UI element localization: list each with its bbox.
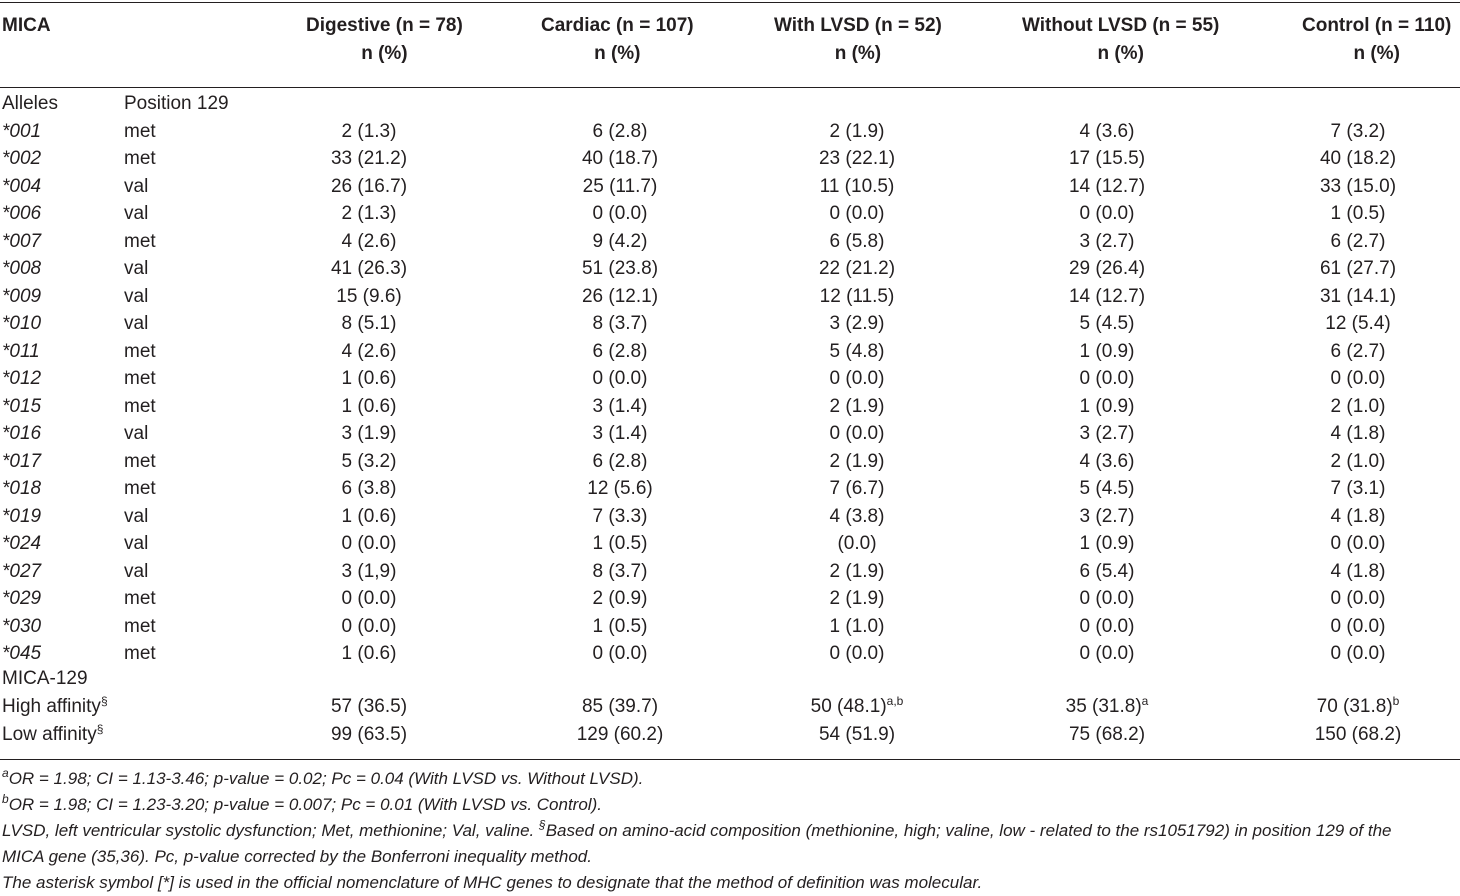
header-cardiac-label: Cardiac (n = 107): [541, 15, 694, 36]
table-row: [0, 118, 1460, 145]
table-cell: 3 (1,9): [341, 560, 397, 582]
table-cell: 26 (12.1): [581, 285, 659, 307]
table-cell: 6 (2.7): [1330, 340, 1386, 362]
table-row: [0, 640, 1460, 667]
table-cell: 17 (15.5): [1068, 148, 1146, 169]
high-affinity-label: [2, 693, 108, 720]
table-cell: 5 (3.2): [341, 450, 397, 472]
table-cell: 0 (0.0): [829, 368, 885, 389]
table-cell: 0 (0.0): [341, 533, 397, 554]
table-cell: 1 (0.9): [1079, 395, 1135, 417]
table-row: [0, 228, 1460, 255]
table-cell: 4 (1.8): [1330, 505, 1386, 527]
table-cell: 0 (0.0): [1079, 203, 1135, 224]
table-cell: 1 (0.5): [592, 615, 648, 637]
table-cell: 0 (0.0): [1330, 615, 1386, 637]
table-cell: 4 (3.6): [1079, 120, 1135, 142]
allele-position: val: [124, 203, 149, 224]
allele-position: val: [124, 313, 149, 334]
table-cell: 2 (1.9): [829, 395, 885, 417]
allele-position: met: [124, 120, 156, 142]
allele-position: met: [124, 148, 156, 169]
table-cell: 5 (4.5): [1079, 478, 1135, 499]
footnote-b-text: OR = 1.98; CI = 1.23-3.20; p-value = 0.007; Pc = 0.01 (With LVSD vs. Control).: [8, 795, 602, 814]
footnote-abbreviations: [2, 818, 1458, 844]
header-with-lvsd: [774, 12, 942, 68]
table-cell: [757, 693, 957, 720]
table-cell: 0 (0.0): [341, 615, 397, 637]
table-cell: 7 (3.2): [1330, 120, 1386, 142]
table-cell: 75 (68.2): [1068, 724, 1146, 745]
table-cell: 0 (0.0): [592, 368, 648, 389]
table-cell: [269, 693, 469, 720]
table-row: [0, 558, 1460, 585]
table-row: [0, 200, 1460, 227]
bottom-rule: [0, 759, 1460, 760]
table-row: [0, 448, 1460, 475]
header-cardiac: [541, 12, 694, 68]
allele-position: val: [124, 505, 149, 527]
table-cell: 1 (1.0): [829, 615, 885, 637]
alleles-section-row: [0, 90, 1460, 117]
table-cell: 2 (1.9): [829, 588, 885, 609]
table-cell: 0 (0.0): [592, 203, 648, 224]
table-cell: 22 (21.2): [818, 258, 896, 279]
table-row: [0, 420, 1460, 447]
table-cell: 9 (4.2): [592, 230, 648, 252]
footnote-asterisk-text: The asterisk symbol [*] is used in the official nomenclature of MHC genes to designate that the method of definition was molecular.: [2, 873, 983, 892]
table-cell: 11 (10.5): [819, 175, 895, 197]
table-cell: 2 (1.9): [829, 120, 885, 142]
table-cell: 4 (2.6): [341, 230, 397, 252]
allele-position: val: [124, 258, 149, 279]
table-cell: 8 (3.7): [592, 313, 648, 334]
table-row: [0, 393, 1460, 420]
cell-value: 50 (48.1): [810, 696, 887, 717]
allele-name: *045: [2, 643, 42, 664]
table-row: [0, 365, 1460, 392]
table-cell: 2 (0.9): [592, 588, 648, 609]
table-cell: 4 (1.8): [1330, 560, 1386, 582]
table-row: [0, 503, 1460, 530]
table-row: [0, 530, 1460, 557]
table-row: [0, 585, 1460, 612]
low-affinity-label: [2, 721, 103, 748]
table-cell: 14 (12.7): [1068, 175, 1146, 197]
allele-position: val: [124, 175, 149, 197]
table-cell: 14 (12.7): [1068, 285, 1146, 307]
footnote-abbrev-text: LVSD, left ventricular systolic dysfunction; Met, methionine; Val, valine.: [2, 821, 540, 840]
allele-position: met: [124, 230, 156, 252]
allele-position: met: [124, 450, 156, 472]
header-with-lvsd-label: With LVSD (n = 52): [774, 15, 942, 36]
cell-value: 70 (31.8): [1316, 696, 1393, 717]
table-cell: 1 (0.6): [341, 505, 397, 527]
table-cell: 2 (1.0): [1330, 450, 1386, 472]
header-control-sub: n (%): [1353, 43, 1400, 64]
table-cell: 1 (0.6): [341, 368, 397, 389]
table-cell: 8 (3.7): [592, 560, 648, 582]
allele-name: *010: [2, 313, 42, 334]
low-affinity-text: Low affinity: [2, 724, 97, 745]
high-affinity-mark: §: [100, 694, 108, 708]
table-cell: 3 (2.9): [829, 313, 885, 334]
allele-name: *027: [2, 560, 42, 582]
table-cell: 0 (0.0): [1079, 643, 1135, 664]
table-cell: 4 (3.8): [829, 505, 885, 527]
allele-position: met: [124, 368, 156, 389]
table-cell: 0 (0.0): [1330, 533, 1386, 554]
footnote-sect-mark: §: [539, 818, 546, 832]
header-without-lvsd: [1022, 12, 1219, 68]
table-cell: 33 (15.0): [1319, 175, 1397, 197]
table-cell: 4 (2.6): [341, 340, 397, 362]
table-cell: 23 (22.1): [818, 148, 896, 169]
table-cell: 0 (0.0): [1079, 615, 1135, 637]
footnote-asterisk: [2, 870, 1458, 896]
alleles-label: Alleles: [2, 93, 58, 114]
table-cell: 7 (3.1): [1330, 478, 1386, 499]
table-cell: 12 (5.6): [587, 478, 653, 499]
table-cell: 2 (1.3): [341, 120, 397, 142]
table-row: [0, 338, 1460, 365]
allele-name: *012: [2, 368, 42, 389]
table-cell: 2 (1.3): [341, 203, 397, 224]
header-control-label: Control (n = 110): [1302, 15, 1452, 36]
allele-position: met: [124, 340, 156, 362]
table-cell: 0 (0.0): [1330, 368, 1386, 389]
header-digestive: [306, 12, 463, 68]
table-cell: 7 (6.7): [829, 478, 885, 499]
allele-name: *008: [2, 258, 42, 279]
position-label: Position 129: [124, 93, 229, 114]
allele-position: val: [124, 423, 149, 444]
allele-name: *007: [2, 230, 42, 252]
header-without-lvsd-sub: n (%): [1097, 43, 1144, 64]
allele-name: *016: [2, 423, 42, 444]
allele-name: *009: [2, 285, 42, 307]
header-control: [1302, 12, 1451, 68]
footnote-b: [2, 792, 1458, 818]
table-cell: 40 (18.2): [1319, 148, 1397, 169]
cell-sup: a,b: [886, 694, 904, 708]
table-cell: 5 (4.5): [1079, 313, 1135, 334]
allele-position: val: [124, 285, 149, 307]
low-affinity-row: [0, 721, 1460, 748]
table-cell: 3 (2.7): [1079, 423, 1135, 444]
table-cell: 6 (2.7): [1330, 230, 1386, 252]
allele-position: val: [124, 533, 149, 554]
cell-value: 35 (31.8): [1065, 696, 1142, 717]
table-cell: 15 (9.6): [336, 285, 402, 307]
allele-name: *004: [2, 175, 42, 197]
table-cell: 0 (0.0): [829, 423, 885, 444]
footnote-abbreviations-cont: [2, 844, 1458, 870]
footnotes: [2, 766, 1458, 896]
table-cell: 3 (1.4): [592, 423, 648, 444]
table-cell: 12 (11.5): [819, 285, 895, 307]
table-cell: 29 (26.4): [1068, 258, 1146, 279]
table-row: [0, 173, 1460, 200]
table-cell: 31 (14.1): [1319, 285, 1397, 307]
table-row: [0, 255, 1460, 282]
allele-name: *015: [2, 395, 42, 417]
table-cell: 3 (1.4): [592, 395, 648, 417]
header-digestive-label: Digestive (n = 78): [306, 15, 463, 36]
table-cell: 6 (5.8): [829, 230, 885, 252]
mica129-row: [0, 665, 1460, 692]
table-cell: 33 (21.2): [330, 148, 408, 169]
allele-name: *002: [2, 148, 42, 169]
allele-name: *018: [2, 478, 42, 499]
allele-position: met: [124, 478, 156, 499]
table-cell: 6 (2.8): [592, 450, 648, 472]
footnote-a-text: OR = 1.98; CI = 1.13-3.46; p-value = 0.02; Pc = 0.04 (With LVSD vs. Without LVSD).: [8, 769, 644, 788]
table-cell: 1 (0.5): [1330, 203, 1386, 224]
header-mica: MICA: [2, 15, 51, 36]
table-cell: 41 (26.3): [330, 258, 408, 279]
table-cell: 6 (5.4): [1079, 560, 1135, 582]
cell-value: 57 (36.5): [330, 696, 408, 717]
top-rule: [0, 2, 1460, 3]
table-cell: 3 (2.7): [1079, 505, 1135, 527]
table-cell: 61 (27.7): [1319, 258, 1397, 279]
allele-position: met: [124, 615, 156, 637]
table-cell: 40 (18.7): [581, 148, 659, 169]
table-cell: 2 (1.0): [1330, 395, 1386, 417]
table-cell: 25 (11.7): [582, 175, 658, 197]
allele-name: *019: [2, 505, 42, 527]
table-cell: 0 (0.0): [1079, 368, 1135, 389]
table-cell: 2 (1.9): [829, 450, 885, 472]
footnote-b-mark: b: [2, 792, 9, 806]
table-cell: 1 (0.9): [1079, 340, 1135, 362]
table-cell: 5 (4.8): [829, 340, 885, 362]
table-cell: 4 (1.8): [1330, 423, 1386, 444]
table-cell: 3 (1.9): [341, 423, 397, 444]
table-cell: 6 (2.8): [592, 340, 648, 362]
allele-name: *029: [2, 588, 42, 609]
table-cell: 1 (0.6): [341, 643, 397, 664]
table-cell: 129 (60.2): [576, 724, 664, 745]
header-without-lvsd-label: Without LVSD (n = 55): [1022, 15, 1220, 36]
allele-name: *001: [2, 120, 42, 142]
table-cell: [1007, 693, 1207, 720]
table-cell: 0 (0.0): [829, 203, 885, 224]
table-cell: 0 (0.0): [1079, 588, 1135, 609]
table-cell: (0.0): [837, 533, 877, 554]
table-row: [0, 310, 1460, 337]
allele-name: *017: [2, 450, 42, 472]
table-cell: 2 (1.9): [829, 560, 885, 582]
allele-position: val: [124, 560, 149, 582]
mica129-label: MICA-129: [2, 668, 88, 689]
header-cardiac-sub: n (%): [594, 43, 641, 64]
table-cell: 1 (0.5): [592, 533, 648, 554]
table-cell: 0 (0.0): [341, 588, 397, 609]
allele-position: met: [124, 643, 156, 664]
cell-sup: a: [1141, 694, 1149, 708]
allele-name: *011: [2, 340, 40, 362]
table-cell: 51 (23.8): [581, 258, 659, 279]
table-cell: 54 (51.9): [818, 724, 896, 745]
allele-position: met: [124, 588, 156, 609]
footnote-sect-text: Based on amino-acid composition (methionine, high; valine, low - related to the rs1051792) in position 129 of the: [545, 821, 1392, 840]
allele-name: *030: [2, 615, 42, 637]
high-affinity-text: High affinity: [2, 696, 101, 717]
cell-sup: b: [1392, 694, 1400, 708]
table-cell: 0 (0.0): [829, 643, 885, 664]
table-cell: 99 (63.5): [330, 724, 408, 745]
footnote-a-mark: a: [2, 766, 9, 780]
low-affinity-mark: §: [96, 722, 104, 736]
table-cell: 7 (3.3): [592, 505, 648, 527]
header-with-lvsd-sub: n (%): [834, 43, 882, 64]
table-row: [0, 145, 1460, 172]
table-cell: 150 (68.2): [1314, 724, 1402, 745]
allele-name: *024: [2, 533, 42, 554]
table-cell: 1 (0.9): [1079, 533, 1135, 554]
cell-value: 85 (39.7): [581, 696, 659, 717]
table-cell: [520, 693, 720, 720]
allele-name: *006: [2, 203, 42, 224]
table-cell: 12 (5.4): [1325, 313, 1391, 334]
table-cell: [1258, 693, 1458, 720]
high-affinity-row: [0, 693, 1460, 720]
allele-position: met: [124, 395, 156, 417]
footnote-a: [2, 766, 1458, 792]
table-row: [0, 613, 1460, 640]
footnote-sect-text-2: MICA gene (35,36). Pc, p-value corrected by the Bonferroni inequality method.: [2, 847, 592, 866]
table-cell: 6 (2.8): [592, 120, 648, 142]
header-digestive-sub: n (%): [361, 43, 408, 64]
table-row: [0, 475, 1460, 502]
table-cell: 0 (0.0): [592, 643, 648, 664]
table-cell: 1 (0.6): [341, 395, 397, 417]
table-cell: 8 (5.1): [341, 313, 397, 334]
table-cell: 4 (3.6): [1079, 450, 1135, 472]
table-cell: 6 (3.8): [341, 478, 397, 499]
table-cell: 0 (0.0): [1330, 588, 1386, 609]
table-cell: 3 (2.7): [1079, 230, 1135, 252]
header-rule: [0, 87, 1460, 88]
table-cell: 0 (0.0): [1330, 643, 1386, 664]
table-row: [0, 283, 1460, 310]
table-cell: 26 (16.7): [330, 175, 408, 197]
